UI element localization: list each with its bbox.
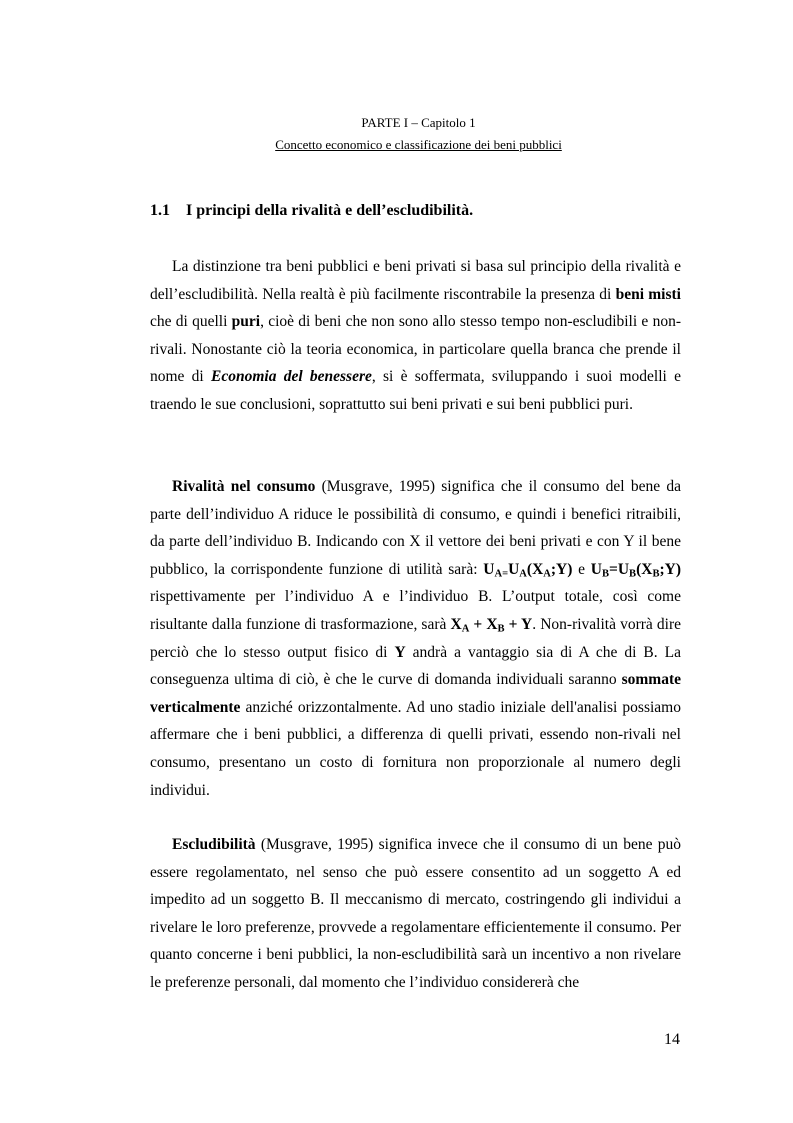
- paragraph-intro: [150, 253, 681, 419]
- p2-bold-sommate: sommate verticalmente: [150, 671, 681, 716]
- p2-bold-rivalita: Rivalità nel consumo: [172, 478, 316, 495]
- p2-text-5: andrà a vantaggio sia di A che di B. La conseguenza ultima di ciò, è che le curve di domanda individuali saranno: [150, 643, 681, 689]
- p1-text-4: , si è soffermata, sviluppando i suoi modelli e traendo le sue conclusioni, soprattutto sui beni privati e sui beni pubblici puri.: [150, 368, 681, 413]
- p1-bold-italic-economia: Economia del benessere: [211, 368, 372, 386]
- p2-text-4: . Non-rivalità vorrà dire perciò che lo stesso output fisico di: [150, 615, 681, 661]
- p1-text-2: che di quelli: [150, 313, 232, 331]
- section-heading: [150, 201, 473, 221]
- paragraph-escludibilita: [150, 831, 681, 997]
- p1-bold-puri: puri: [231, 313, 261, 331]
- formula-utility-a: $U_{A=}U_A(X_A;Y)$: [483, 560, 573, 580]
- section-title: I principi della rivalità e dell’escludibilità.: [186, 202, 474, 219]
- p2-text-1: (Musgrave, 1995) significa che il consumo del bene da parte dell’individuo A riduce le possibilità di consumo, e quindi i benefici ritraibili, da parte dell’individuo B. Indicando con X il vettore dei beni privati e con Y il bene pubblico, la corrispondente funzione di utilità sarà:: [150, 478, 681, 578]
- p3-bold-escludibilita: Escludibilità: [172, 836, 256, 853]
- p1-bold-beni-misti: beni misti: [615, 285, 681, 303]
- p1-text-3: , cioè di beni che non sono allo stesso tempo non-escludibili e non-rivali. Nonostante ciò la teoria economica, in particolare quella branca che prende il nome di: [150, 313, 681, 386]
- chapter-title: Concetto economico e classificazione dei beni pubblici: [275, 137, 562, 152]
- p1-text-1: La distinzione tra beni pubblici e beni privati si basa sul principio della rivalità e dell’escludibilità. Nella realtà è più facilmente riscontrabile la presenza di: [150, 258, 681, 303]
- p2-text-3: rispettivamente per l’individuo A e l’individuo B. L’output totale, così come risultante dalla funzione di trasformazione, sarà: [150, 588, 681, 633]
- p3-text-1: (Musgrave, 1995) significa invece che il consumo di un bene può essere regolamentato, nel senso che può essere consentito ad un soggetto A ed impedito ad un soggetto B. Il meccanismo di mercato, costringendo gli individui a rivelare le loro preferenze, provvede a regolamentare efficientemente il consumo. Per quanto concerne i beni pubblici, la non-escludibilità sarà un incentivo a non rivelare le preferenze personali, dal momento che l’individuo considererà che: [150, 836, 681, 991]
- page-number: 14: [664, 1031, 680, 1048]
- section-number: 1.1: [150, 202, 170, 219]
- paragraph-rivalita: [150, 473, 681, 804]
- chapter-heading: PARTE I – Capitolo 1: [361, 115, 476, 130]
- p2-bold-y: Y: [394, 643, 406, 661]
- formula-total-output: $X_A + X_B + Y$: [450, 615, 533, 635]
- formula-utility-b: $U_B=U_B(X_B;Y)$: [590, 560, 681, 580]
- p2-text-6: anziché orizzontalmente. Ad uno stadio iniziale dell'analisi possiamo affermare che i beni pubblici, a differenza di quelli privati, essendo non-rivali nel consumo, presentano un costo di fornitura non proporzionale al numero degli individui.: [150, 698, 681, 799]
- p2-text-2: e: [572, 560, 591, 578]
